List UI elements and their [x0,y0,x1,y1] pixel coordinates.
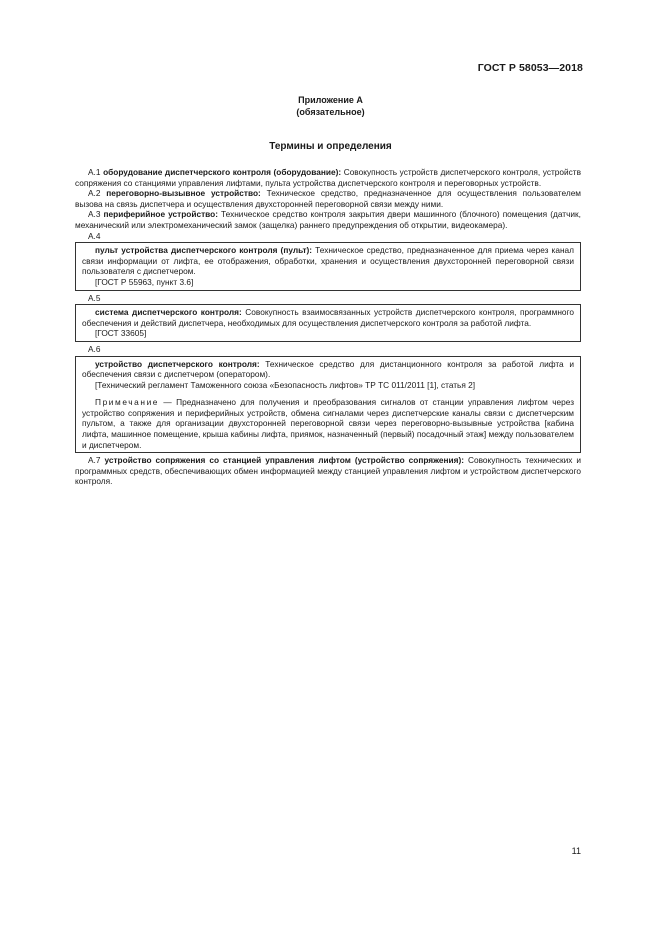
term-name: устройство сопряжения со станцией управления лифтом (устройство сопряжения): [104,455,464,466]
term-definition: Техническое средство контроля закрытия двери машинного (блочного) помещения (датчик, механический или электромеханический замок (защелка) раннего предупреждения об открытии, видеокамера). [75,209,581,230]
term-name: пульт устройства диспетчерского контроля (пульт): [95,245,313,256]
term-a6 [82,359,574,380]
term-number: А.7 [88,455,101,466]
term-a3 [75,209,581,230]
term-note [82,397,574,450]
term-name: устройство диспетчерского контроля: [95,358,260,369]
term-definition: Техническое средство для дистанционного контроля за работой лифта и обеспечения связи с диспетчером (оператором). [82,358,574,380]
term-name: переговорно-вызывное устройство: [106,188,261,199]
term-a7 [75,455,581,487]
term-definition: Техническое средство, предназначенное для осуществления пользователем вызова на связь диспетчера и осуществления двухсторонней переговорной связи между ними. [75,188,582,209]
term-name: система диспетчерского контроля: [95,307,242,318]
appendix-status: (обязательное) [296,106,365,117]
term-number: А.1 [88,167,101,177]
note-text: — Предназначено для получения и преобразования сигналов от станции управления лифтом через устройство сопряжения и периферийных устройств, обмена сигналами через диспетчерские каналы связи с диспетчерским пультом, а также для организации двухсторонней переговорной связи через переговорно-вызывные устройства [кабина лифта, машинное помещение, крыша кабины лифта, приямок, назначенный (первый) посадочный этаж] между пользователем и диспетчером. [82,397,574,450]
note-label: Примечание [95,397,160,408]
term-name: периферийное устройство: [103,209,218,220]
document-code: ГОСТ Р 58053—2018 [477,62,583,74]
term-definition: Совокупность технических и программных средств, обеспечивающих обмен информацией между станцией управления лифтом и устройством диспетчерского контроля. [75,455,581,487]
term-number: А.3 [88,209,101,220]
term-a4 [82,245,574,277]
term-number: А.5 [88,292,101,303]
term-number: А.2 [88,188,101,199]
term-source: [ГОСТ Р 55963, пункт 3.6] [95,276,194,287]
term-source: [ГОСТ 33605] [95,328,147,339]
term-a1 [75,167,581,188]
terms-list [75,167,581,487]
page-number: 11 [571,846,581,856]
term-a5-box [75,304,581,342]
term-number: А.6 [88,343,101,354]
term-definition: Совокупность устройств диспетчерского контроля, устройств сопряжения со станциями управления лифтами, пульта устройства диспетчерского контроля и переговорных устройств. [75,167,581,188]
term-source: [Технический регламент Таможенного союза «Безопасность лифтов» ТР ТС 011/2011 [1], статья 2] [95,379,476,390]
term-a2 [75,188,581,209]
appendix-heading [0,95,661,118]
term-a4-box [75,242,581,290]
term-a5 [82,307,574,328]
term-name: оборудование диспетчерского контроля (оборудование): [103,167,342,177]
term-number: А.4 [88,230,101,241]
section-title: Термины и определения [269,141,392,152]
term-definition: Совокупность взаимосвязанных устройств диспетчерского контроля, программного обеспечения и действий диспетчера, необходимых для осуществления диспетчерского контроля за работой лифта. [82,307,574,328]
appendix-title: Приложение А [298,95,363,105]
term-definition: Техническое средство, предназначенное для приема через канал связи информации от лифта, ее отображения, обработки, хранения и осуществления двухсторонней переговорной связи пользователя с диспетчером. [82,245,575,277]
term-a6-box [75,356,581,454]
